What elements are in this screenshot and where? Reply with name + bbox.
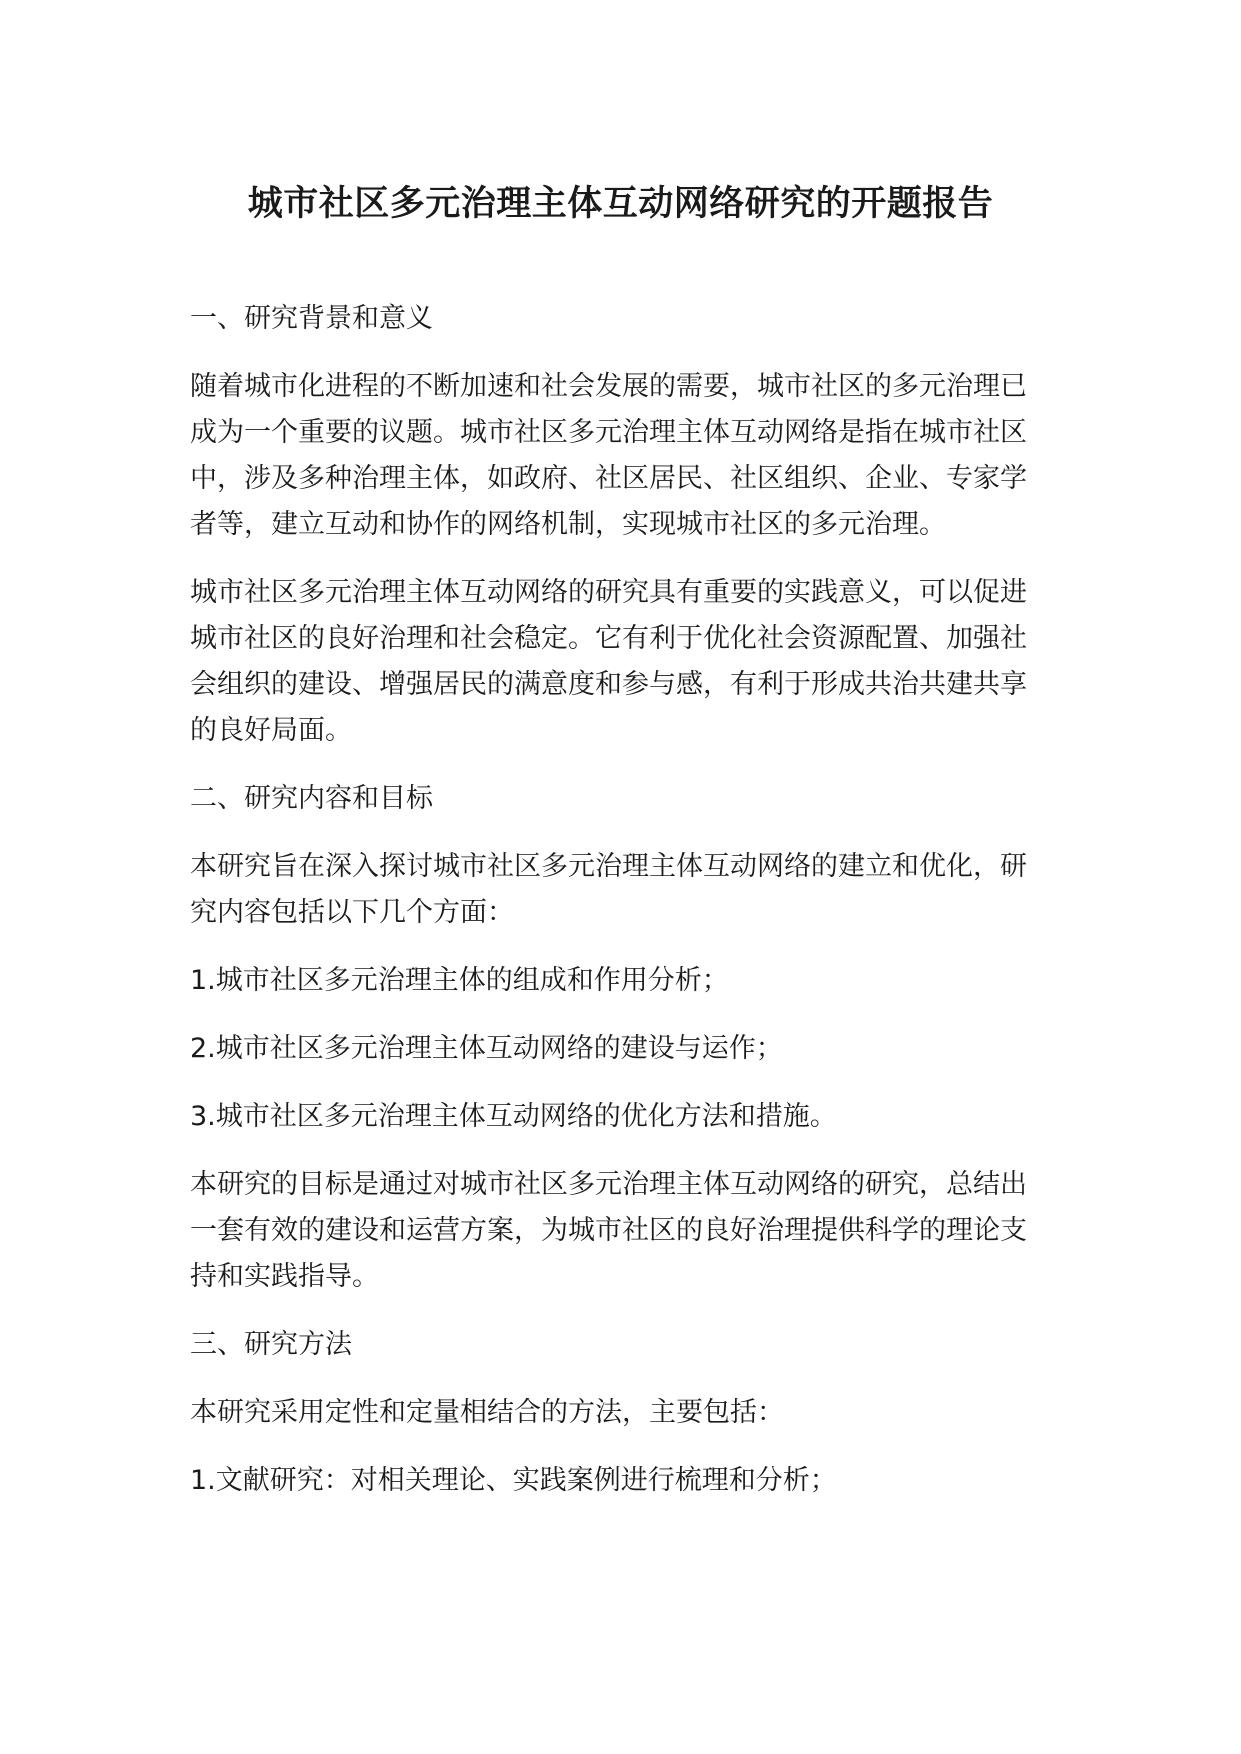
document-title: 城市社区多元治理主体互动网络研究的开题报告 — [247, 184, 994, 224]
paragraph-content-intro: 本研究旨在深入探讨城市社区多元治理主体互动网络的建立和优化，研究内容包括以下几个方面： — [190, 851, 1027, 928]
paragraph-background-2: 城市社区多元治理主体互动网络的研究具有重要的实践意义，可以促进城市社区的良好治理和社会稳定。它有利于优化社会资源配置、加强社会组织的建设、增强居民的满意度和参与感，有利于形成共治共建共享的良好局面。 — [190, 577, 1027, 746]
list-item-content-3: 3.城市社区多元治理主体互动网络的优化方法和措施。 — [190, 1101, 837, 1132]
section-heading-methods: 三、研究方法 — [190, 1329, 352, 1360]
document-body — [190, 296, 1040, 1526]
section-heading-content-goals: 二、研究内容和目标 — [190, 783, 433, 814]
paragraph-background-1: 随着城市化进程的不断加速和社会发展的需要，城市社区的多元治理已成为一个重要的议题。城市社区多元治理主体互动网络是指在城市社区中，涉及多种治理主体，如政府、社区居民、社区组织、企业、专家学者等，建立互动和协作的网络机制，实现城市社区的多元治理。 — [190, 371, 1027, 540]
paragraph-methods-intro: 本研究采用定性和定量相结合的方法，主要包括： — [190, 1397, 784, 1428]
section-heading-background: 一、研究背景和意义 — [190, 303, 433, 334]
list-item-methods-1: 1.文献研究：对相关理论、实践案例进行梳理和分析； — [190, 1465, 837, 1496]
paragraph-goals: 本研究的目标是通过对城市社区多元治理主体互动网络的研究，总结出一套有效的建设和运营方案，为城市社区的良好治理提供科学的理论支持和实践指导。 — [190, 1169, 1027, 1292]
list-item-content-2: 2.城市社区多元治理主体互动网络的建设与运作； — [190, 1033, 783, 1064]
list-item-content-1: 1.城市社区多元治理主体的组成和作用分析； — [190, 965, 729, 996]
